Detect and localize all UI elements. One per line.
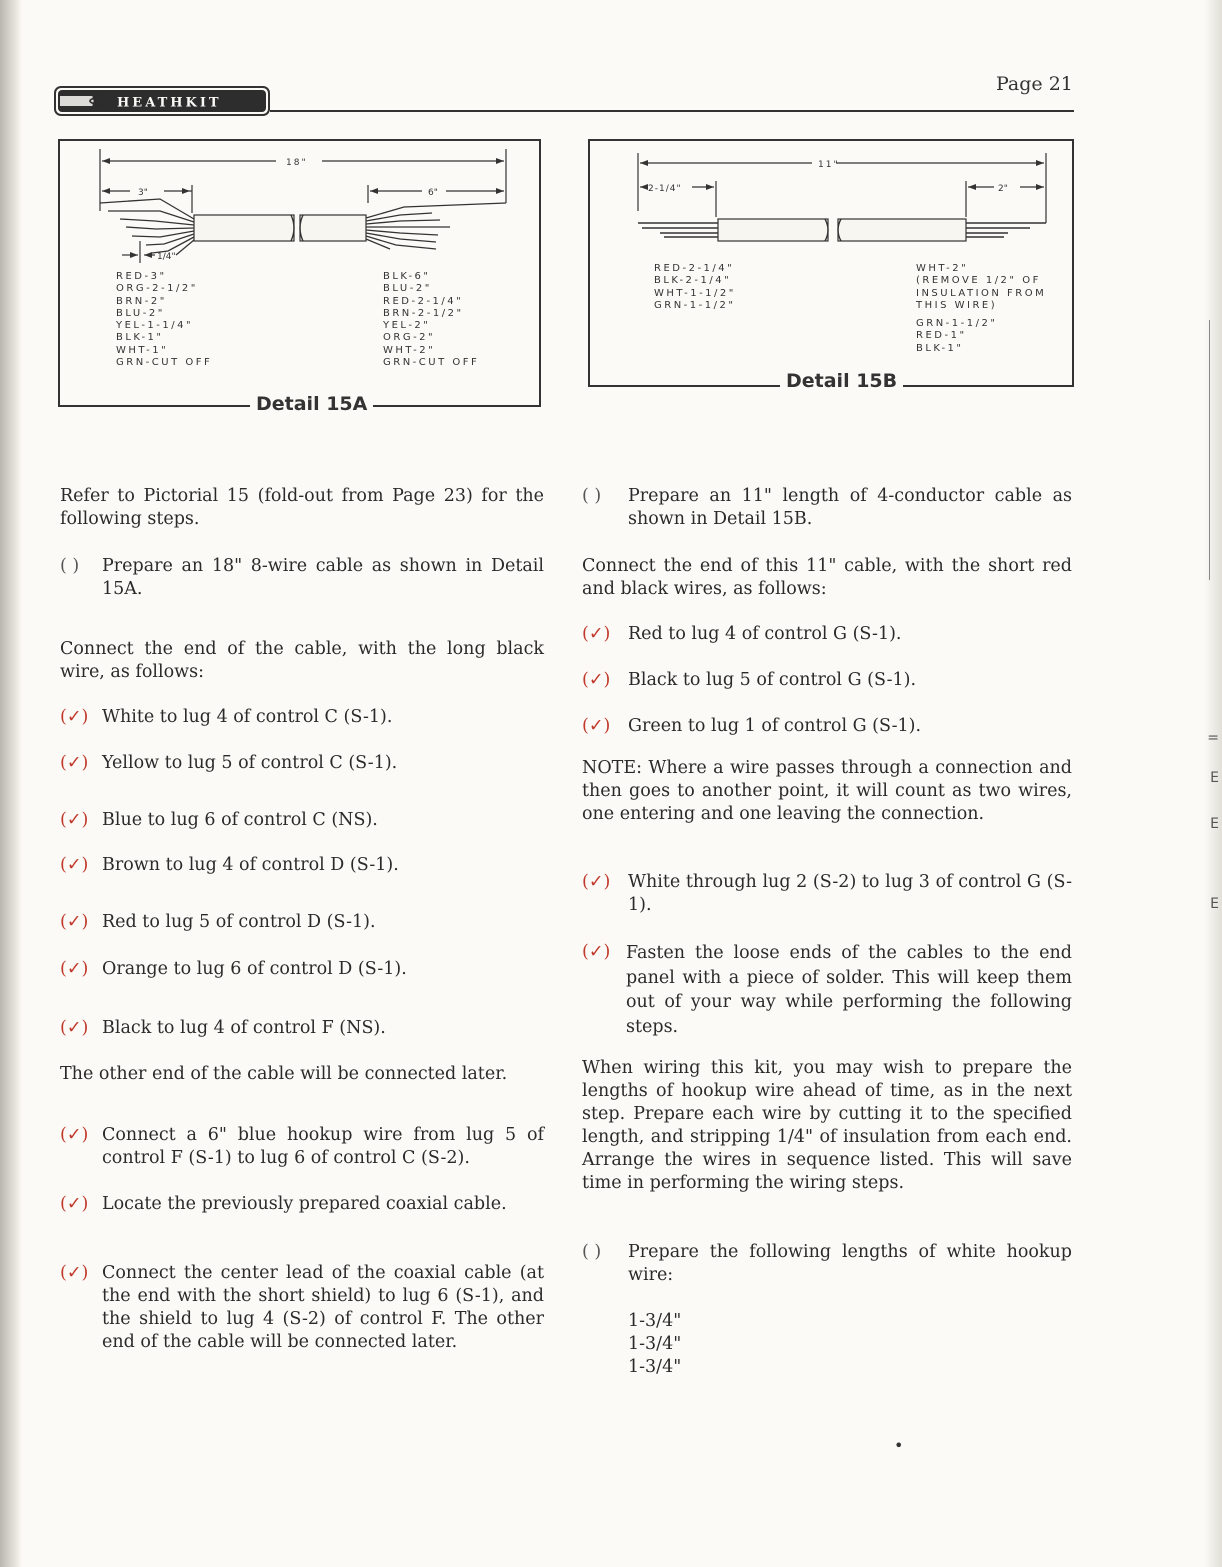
wire-list-right-15b: [916, 263, 1046, 355]
checkbox[interactable]: (✓): [582, 872, 611, 892]
checkbox[interactable]: (✓): [60, 912, 89, 932]
step-text: Prepare the following lengths of white hookup wire:: [628, 1242, 1072, 1285]
step-prepare-18in[interactable]: [60, 555, 544, 601]
wire-length: RED-2-1/4": [383, 295, 464, 307]
dim-strip-label: 1/4": [157, 252, 176, 262]
step-blue-hookup[interactable]: [60, 1124, 544, 1170]
checkbox[interactable]: (✓): [60, 1194, 89, 1214]
step-white-through[interactable]: [582, 871, 1072, 917]
margin-line: [1209, 320, 1210, 580]
wire-note: INSULATION FROM: [916, 287, 1047, 299]
wire-length: RED-1": [916, 330, 967, 342]
wire-length: BRN-2-1/2": [383, 307, 464, 319]
wire-length: ORG-2-1/2": [116, 283, 198, 295]
wire-length: BLK-1": [116, 332, 164, 344]
checkbox[interactable]: ( ): [582, 486, 602, 506]
wire-length: WHT-2": [383, 344, 436, 356]
step-text: Yellow to lug 5 of control C (S-1).: [102, 753, 398, 773]
header-rule: [270, 110, 1074, 112]
step-text: Locate the previously prepared coaxial cable.: [102, 1194, 507, 1214]
edge-mark: =: [1207, 730, 1219, 746]
brand-text: HEATHKIT: [117, 95, 222, 111]
checkbox[interactable]: (✓): [60, 855, 89, 875]
connect-intro-11in: [582, 555, 1072, 601]
step-text: Connect a 6" blue hookup wire from lug 5 of control F (S-1) to lug 6 of control C (S-2).: [102, 1125, 544, 1168]
connect-intro: [60, 638, 544, 684]
length-item: 1-3/4": [628, 1311, 682, 1331]
wiring-tip-text: When wiring this kit, you may wish to prepare the lengths of hookup wire ahead of time, as in the next step. Prepare each wire by cutting it to the specified length, and stripping 1/4" of insulation from each end. Arrange the wires in sequence listed. This will save time in performing the wiring steps.: [582, 1058, 1072, 1193]
checkbox[interactable]: (✓): [60, 753, 89, 773]
note-text: NOTE: Where a wire passes through a connection and then goes to another point, it will count as two wires, one entering and one leaving the connection.: [582, 758, 1072, 824]
wire-length: WHT-1-1/2": [654, 287, 736, 299]
wire-length: RED-3": [116, 271, 167, 282]
edge-mark: E: [1210, 896, 1219, 912]
wire-length: GRN-1-1/2": [654, 299, 736, 311]
wire-length: RED-2-1/4": [654, 263, 735, 274]
wire-length: YEL-2": [383, 320, 431, 332]
step-wire[interactable]: [60, 854, 544, 877]
page-mark: •: [894, 1436, 904, 1455]
step-text: Red to lug 4 of control G (S-1).: [628, 624, 902, 644]
other-end-text: The other end of the cable will be connected later.: [60, 1064, 508, 1084]
step-text: Orange to lug 6 of control D (S-1).: [102, 959, 407, 979]
wire-length: GRN-1-1/2": [916, 318, 998, 330]
step-text: Prepare an 18" 8-wire cable as shown in Detail 15A.: [102, 556, 544, 599]
wire-length: WHT-1": [116, 344, 169, 356]
step-text: Red to lug 5 of control D (S-1).: [102, 912, 376, 932]
wire-length: BLK-1": [916, 342, 964, 354]
dim-left-label: 2-1/4": [648, 184, 682, 194]
wire-length: YEL-1-1/4": [116, 320, 194, 332]
intro-text: Refer to Pictorial 15 (fold-out from Page 23) for the following steps.: [60, 486, 544, 529]
checkbox[interactable]: (✓): [60, 1018, 89, 1038]
detail-15b-figure: [588, 139, 1074, 387]
length-item: 1-3/4": [628, 1357, 682, 1377]
checkbox[interactable]: (✓): [60, 1125, 89, 1145]
wire-length: BLK-6": [383, 271, 431, 282]
detail-15b-caption: Detail 15B: [780, 370, 903, 392]
wire-length: GRN-CUT OFF: [116, 357, 213, 369]
step-text: Connect the center lead of the coaxial cable (at the end with the short shield) to lug 6 (S-1), and the shield to lug 4 (S-2) of control F. The other end of the cable will be connected later.: [102, 1263, 544, 1352]
step-wire[interactable]: [60, 1017, 544, 1040]
step-fasten-cables[interactable]: [582, 941, 1072, 1039]
checkbox[interactable]: (✓): [582, 670, 611, 690]
step-wire[interactable]: [60, 752, 544, 775]
page-shadow-left: [0, 0, 22, 1567]
step-text: White to lug 4 of control C (S-1).: [102, 707, 393, 727]
wire-list-right-15a: [383, 271, 479, 369]
step-wire[interactable]: [60, 809, 544, 832]
dim-total-label: 18": [286, 158, 308, 168]
step-text: Green to lug 1 of control G (S-1).: [628, 716, 922, 736]
wire-note: (REMOVE 1/2" OF: [916, 275, 1041, 287]
checkbox[interactable]: (✓): [582, 716, 611, 736]
heathkit-logo: [54, 86, 270, 116]
step-text: White through lug 2 (S-2) to lug 3 of control G (S-1).: [628, 872, 1072, 915]
checkbox[interactable]: (✓): [60, 810, 89, 830]
wire-length: WHT-2": [916, 263, 969, 274]
step-text: Prepare an 11" length of 4-conductor cable as shown in Detail 15B.: [628, 486, 1072, 529]
checkbox[interactable]: (✓): [60, 959, 89, 979]
wire-length: BRN-2": [116, 295, 167, 307]
step-text: Blue to lug 6 of control C (NS).: [102, 810, 378, 830]
wire-length: BLU-2": [116, 307, 165, 319]
edge-mark: E: [1210, 816, 1219, 832]
step-locate-coax[interactable]: [60, 1193, 544, 1216]
other-end-note: [60, 1063, 544, 1086]
intro-paragraph: [60, 485, 544, 531]
step-wire[interactable]: [582, 623, 1072, 646]
wire-length: ORG-2": [383, 332, 436, 344]
wire-length: BLU-2": [383, 283, 432, 295]
detail-15a-caption: Detail 15A: [250, 393, 373, 415]
detail-15a-figure: [58, 139, 541, 407]
checkbox[interactable]: ( ): [582, 1242, 602, 1262]
connect-intro-text: Connect the end of this 11" cable, with the short red and black wires, as follows:: [582, 556, 1072, 599]
step-wire[interactable]: [60, 958, 544, 981]
length-item: 1-3/4": [628, 1334, 682, 1354]
wiring-tip: [582, 1057, 1072, 1195]
dim-total-label: 11": [818, 160, 840, 170]
wire-length: GRN-CUT OFF: [383, 357, 480, 369]
step-text: Brown to lug 4 of control D (S-1).: [102, 855, 399, 875]
step-connect-coax[interactable]: [60, 1262, 544, 1354]
step-wire[interactable]: [582, 715, 1072, 738]
step-prepare-lengths[interactable]: [582, 1241, 1072, 1287]
wire-list-left-15a: [116, 271, 212, 369]
page-number: Page 21: [996, 73, 1073, 95]
step-wire[interactable]: [60, 911, 544, 934]
checkbox[interactable]: ( ): [60, 556, 80, 576]
checkbox[interactable]: (✓): [582, 942, 611, 962]
wire-length: BLK-2-1/4": [654, 275, 732, 287]
connect-intro-text: Connect the end of the cable, with the long black wire, as follows:: [60, 639, 544, 682]
dim-left-label: 3": [138, 188, 148, 198]
checkbox[interactable]: (✓): [582, 624, 611, 644]
wire-note: THIS WIRE): [916, 299, 998, 311]
step-prepare-11in[interactable]: [582, 485, 1072, 531]
wire-list-left-15b: [654, 263, 736, 312]
step-wire[interactable]: [60, 706, 544, 729]
note-paragraph: [582, 757, 1072, 826]
checkbox[interactable]: (✓): [60, 707, 89, 727]
step-wire[interactable]: [582, 669, 1072, 692]
step-text: Fasten the loose ends of the cables to the end panel with a piece of solder. This will keep them out of your way while performing the following steps.: [626, 943, 1072, 1037]
step-text: Black to lug 4 of control F (NS).: [102, 1018, 386, 1038]
dim-right-label: 6": [428, 188, 438, 198]
checkbox[interactable]: (✓): [60, 1263, 89, 1283]
dim-right-label: 2": [998, 184, 1008, 194]
edge-mark: E: [1210, 770, 1219, 786]
step-text: Black to lug 5 of control G (S-1).: [628, 670, 917, 690]
wire-lengths-list: [628, 1310, 748, 1379]
